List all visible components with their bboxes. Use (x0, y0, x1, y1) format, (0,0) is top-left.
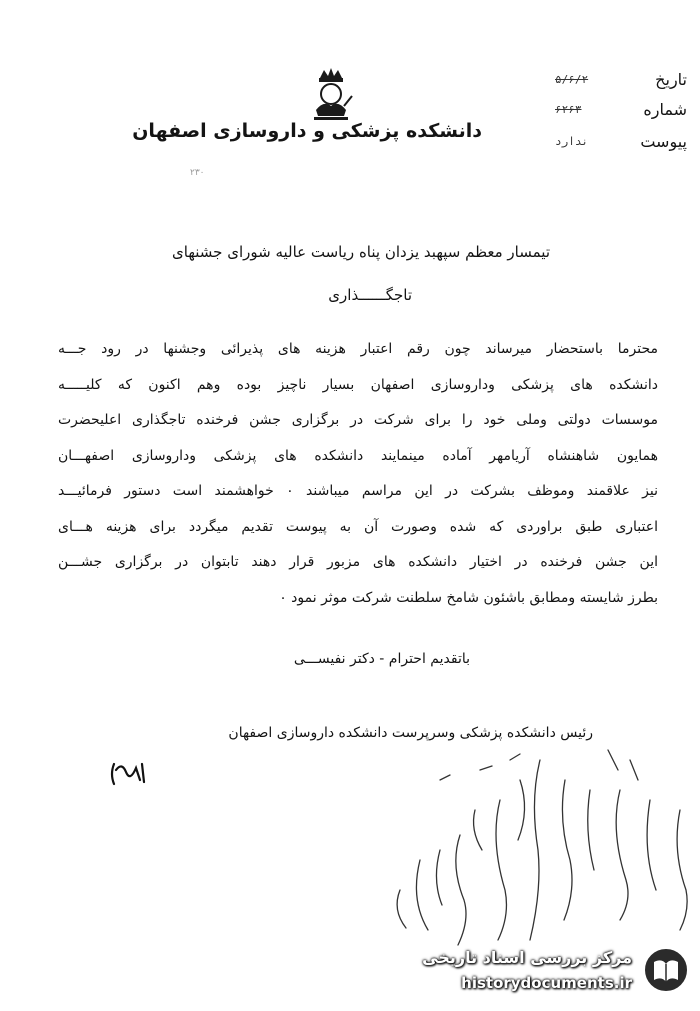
organization-name: دانشکده پزشکی و داروسازی اصفهان (132, 120, 482, 142)
date-value: ۵/۶/۲ (555, 73, 589, 86)
date-row (555, 70, 687, 89)
letter-body (58, 332, 658, 616)
signature-icon (108, 760, 148, 788)
closing-line: باتقدیم احترام - دکتر نفیســـی (293, 651, 470, 667)
handwritten-annotation (380, 740, 700, 970)
body-line: محترما باستحضار میرساند چون رقم اعتبار هزینه های پذیرائی وجشنها در رود جـــه (58, 341, 658, 357)
watermark (422, 940, 690, 1002)
reference-mark: ۲۳۰ (190, 168, 205, 178)
signatory-title: رئیس دانشکده پزشکی وسرپرست دانشکده داروسازی اصفهان (228, 725, 593, 741)
watermark-url: historydocuments.ir (461, 974, 632, 992)
body-line: دانشکده های پزشکی وداروسازی اصفهان بسیار ناچیز بوده وهم اکنون که کلیـــــه (58, 376, 658, 393)
attachment-value: ندارد (555, 135, 589, 148)
body-line: بطرز شایسته ومطابق باشئون شامخ سلطنت شرکت موثر نمود ۰ (279, 589, 658, 606)
body-line: موسسات دولتی وملی خود را برای شرکت در برگزاری جشن فرخنده تاجگذاری اعلیحضرت (58, 412, 658, 428)
body-line: همایون شاهنشاه آریامهر آماده مینمایند دانشکده های پزشکی وداروسازی اصفهـــان (58, 447, 658, 464)
number-label: شماره (643, 100, 687, 119)
attachment-row (555, 132, 687, 151)
book-logo-icon (642, 946, 690, 994)
body-line: اعتباری طبق براوردی که شده وصورت آن به پیوست تقدیم میگردد برای هزینه هـــای (58, 518, 658, 535)
lion-and-sun-crown-icon (306, 66, 356, 122)
body-line: نیز علاقمند وموظف بشرکت در این مراسم میباشند ۰ خواهشمند است دستور فرمائیـــد (58, 483, 659, 499)
number-value: ۶۲۶۳ (555, 103, 582, 116)
date-label: تاریخ (655, 70, 687, 89)
number-row (555, 100, 687, 119)
watermark-title: مرکز بررسی اسناد تاریخی (422, 948, 632, 967)
subject-line: تاجگــــــذاری (328, 286, 412, 304)
body-line: این جشن فرخنده در اختیار دانشکده های مزبور قرار دهند تابتوان در برگزاری جشـــن (58, 554, 658, 570)
addressee-line: تیمسار معظم سپهبد یزدان پناه ریاست عالیه شورای جشنهای (172, 243, 550, 261)
attachment-label: پیوست (640, 132, 687, 151)
